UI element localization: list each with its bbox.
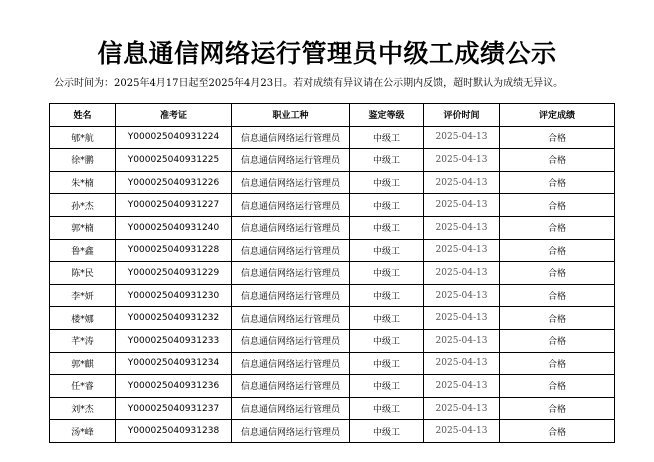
header-name: 姓名 xyxy=(50,104,116,127)
cell-result: 合格 xyxy=(500,329,615,352)
cell-occupation: 信息通信网络运行管理员 xyxy=(232,262,350,285)
cell-ticket: Y000025040931224 xyxy=(116,126,232,149)
cell-level: 中级工 xyxy=(350,194,424,217)
cell-eval-date: 2025-04-13 xyxy=(424,194,500,217)
cell-result: 合格 xyxy=(500,375,615,398)
cell-ticket: Y000025040931229 xyxy=(116,262,232,285)
cell-level: 中级工 xyxy=(350,171,424,194)
table-header-row xyxy=(50,104,615,127)
cell-result: 合格 xyxy=(500,420,615,443)
table-row xyxy=(50,216,615,239)
cell-level: 中级工 xyxy=(350,329,424,352)
cell-occupation: 信息通信网络运行管理员 xyxy=(232,329,350,352)
cell-level: 中级工 xyxy=(350,397,424,420)
table-row xyxy=(50,239,615,262)
table-row xyxy=(50,397,615,420)
cell-result: 合格 xyxy=(500,171,615,194)
cell-ticket: Y000025040931238 xyxy=(116,420,232,443)
table-row xyxy=(50,307,615,330)
cell-occupation: 信息通信网络运行管理员 xyxy=(232,126,350,149)
cell-occupation: 信息通信网络运行管理员 xyxy=(232,307,350,330)
cell-ticket: Y000025040931233 xyxy=(116,329,232,352)
table-row xyxy=(50,194,615,217)
cell-result: 合格 xyxy=(500,149,615,172)
cell-ticket: Y000025040931226 xyxy=(116,171,232,194)
cell-eval-date: 2025-04-13 xyxy=(424,171,500,194)
cell-result: 合格 xyxy=(500,397,615,420)
cell-occupation: 信息通信网络运行管理员 xyxy=(232,194,350,217)
results-table xyxy=(49,103,615,443)
cell-eval-date: 2025-04-13 xyxy=(424,420,500,443)
cell-result: 合格 xyxy=(500,307,615,330)
table-row xyxy=(50,375,615,398)
cell-name: 楼*娜 xyxy=(50,307,116,330)
page-title: 信息通信网络运行管理员中级工成绩公示 xyxy=(97,38,557,68)
cell-level: 中级工 xyxy=(350,284,424,307)
cell-level: 中级工 xyxy=(350,126,424,149)
cell-ticket: Y000025040931237 xyxy=(116,397,232,420)
table-row xyxy=(50,420,615,443)
cell-eval-date: 2025-04-13 xyxy=(424,329,500,352)
cell-level: 中级工 xyxy=(350,307,424,330)
cell-level: 中级工 xyxy=(350,420,424,443)
cell-level: 中级工 xyxy=(350,216,424,239)
cell-ticket: Y000025040931236 xyxy=(116,375,232,398)
cell-name: 朱*楠 xyxy=(50,171,116,194)
table-row xyxy=(50,126,615,149)
cell-name: 芊*涛 xyxy=(50,329,116,352)
cell-eval-date: 2025-04-13 xyxy=(424,375,500,398)
cell-level: 中级工 xyxy=(350,262,424,285)
cell-result: 合格 xyxy=(500,352,615,375)
table-row xyxy=(50,149,615,172)
cell-level: 中级工 xyxy=(350,352,424,375)
cell-name: 陈*民 xyxy=(50,262,116,285)
cell-name: 徐*鹏 xyxy=(50,149,116,172)
cell-occupation: 信息通信网络运行管理员 xyxy=(232,352,350,375)
header-result: 评定成绩 xyxy=(500,104,615,127)
cell-name: 任*睿 xyxy=(50,375,116,398)
table-row xyxy=(50,284,615,307)
cell-eval-date: 2025-04-13 xyxy=(424,352,500,375)
table-body xyxy=(50,126,615,442)
cell-ticket: Y000025040931232 xyxy=(116,307,232,330)
cell-occupation: 信息通信网络运行管理员 xyxy=(232,375,350,398)
cell-level: 中级工 xyxy=(350,239,424,262)
cell-name: 郇*航 xyxy=(50,126,116,149)
cell-name: 孙*杰 xyxy=(50,194,116,217)
cell-level: 中级工 xyxy=(350,375,424,398)
cell-occupation: 信息通信网络运行管理员 xyxy=(232,149,350,172)
cell-eval-date: 2025-04-13 xyxy=(424,149,500,172)
cell-eval-date: 2025-04-13 xyxy=(424,262,500,285)
cell-name: 鲁*鑫 xyxy=(50,239,116,262)
cell-name: 刘*杰 xyxy=(50,397,116,420)
cell-occupation: 信息通信网络运行管理员 xyxy=(232,239,350,262)
cell-eval-date: 2025-04-13 xyxy=(424,126,500,149)
cell-name: 汤*峰 xyxy=(50,420,116,443)
header-ticket: 准考证 xyxy=(116,104,232,127)
table-row xyxy=(50,171,615,194)
cell-occupation: 信息通信网络运行管理员 xyxy=(232,284,350,307)
header-occupation: 职业工种 xyxy=(232,104,350,127)
cell-occupation: 信息通信网络运行管理员 xyxy=(232,397,350,420)
cell-result: 合格 xyxy=(500,262,615,285)
cell-ticket: Y000025040931225 xyxy=(116,149,232,172)
cell-eval-date: 2025-04-13 xyxy=(424,307,500,330)
cell-ticket: Y000025040931228 xyxy=(116,239,232,262)
table-row xyxy=(50,329,615,352)
cell-name: 郭*楠 xyxy=(50,216,116,239)
cell-name: 郭*麒 xyxy=(50,352,116,375)
cell-eval-date: 2025-04-13 xyxy=(424,397,500,420)
cell-occupation: 信息通信网络运行管理员 xyxy=(232,171,350,194)
table-row xyxy=(50,352,615,375)
table-row xyxy=(50,262,615,285)
cell-result: 合格 xyxy=(500,194,615,217)
header-eval-date: 评价时间 xyxy=(424,104,500,127)
header-level: 鉴定等级 xyxy=(350,104,424,127)
notice-text: 公示时间为：2025年4月17日起至2025年4月23日。若对成绩有异议请在公示期内反馈，超时默认为成绩无异议。 xyxy=(54,78,564,89)
cell-eval-date: 2025-04-13 xyxy=(424,239,500,262)
cell-eval-date: 2025-04-13 xyxy=(424,216,500,239)
cell-occupation: 信息通信网络运行管理员 xyxy=(232,216,350,239)
cell-result: 合格 xyxy=(500,216,615,239)
cell-ticket: Y000025040931240 xyxy=(116,216,232,239)
cell-ticket: Y000025040931230 xyxy=(116,284,232,307)
cell-result: 合格 xyxy=(500,239,615,262)
cell-result: 合格 xyxy=(500,126,615,149)
cell-eval-date: 2025-04-13 xyxy=(424,284,500,307)
cell-occupation: 信息通信网络运行管理员 xyxy=(232,420,350,443)
cell-level: 中级工 xyxy=(350,149,424,172)
cell-ticket: Y000025040931234 xyxy=(116,352,232,375)
cell-name: 李*妍 xyxy=(50,284,116,307)
cell-ticket: Y000025040931227 xyxy=(116,194,232,217)
cell-result: 合格 xyxy=(500,284,615,307)
